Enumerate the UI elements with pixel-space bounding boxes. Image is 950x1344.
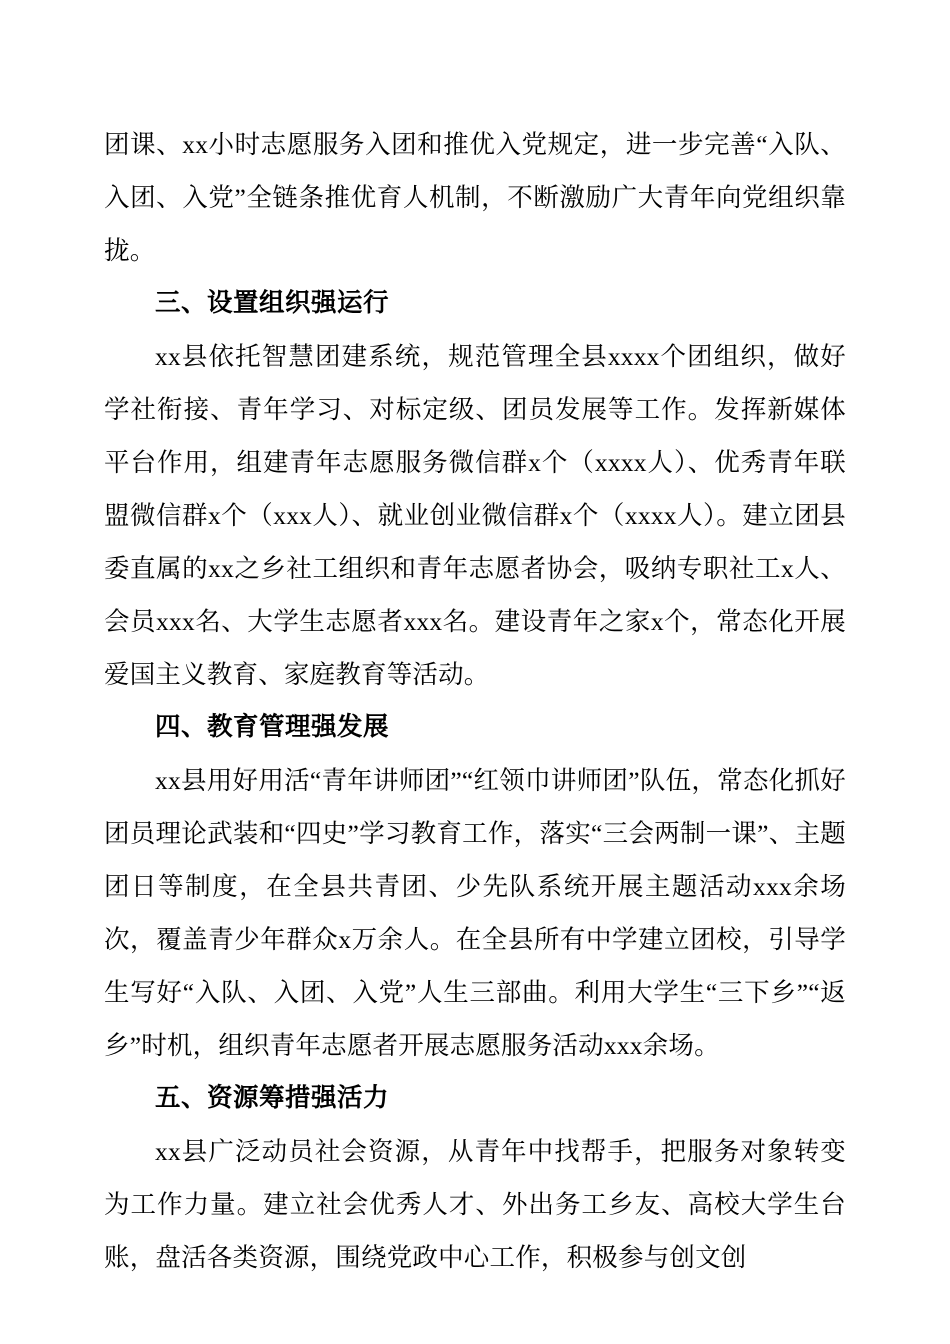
paragraph-continuation: 团课、xx小时志愿服务入团和推优入党规定，进一步完善“入队、入团、入党”全链条推优育人机制，不断激励广大青年向党组织靠拢。 [104, 130, 846, 265]
paragraph-section-four: xx县用好用活“青年讲师团”“红领巾讲师团”队伍，常态化抓好团员理论武装和“四史”学习教育工作，落实“三会两制一课”、主题团日等制度，在全县共青团、少先队系统开展主题活动xxx余场次，覆盖青少年群众x万余人。在全县所有中学建立团校，引导学生写好“入队、入团、入党”人生三部曲。利用大学生“三下乡”“返乡”时机，组织青年志愿者开展志愿服务活动xxx余场。 [104, 766, 846, 1060]
document-body [104, 118, 846, 1284]
paragraph-section-five: xx县广泛动员社会资源，从青年中找帮手，把服务对象转变为工作力量。建立社会优秀人才、外出务工乡友、高校大学生台账，盘活各类资源，围绕党政中心工作，积极参与创文创 [104, 1137, 846, 1272]
paragraph-section-three: xx县依托智慧团建系统，规范管理全县xxxx个团组织，做好学社衔接、青年学习、对标定级、团员发展等工作。发挥新媒体平台作用，组建青年志愿服务微信群x个（xxxx人）、优秀青年联盟微信群x个（xxx人）、就业创业微信群x个（xxxx人）。建立团县委直属的xx之乡社工组织和青年志愿者协会，吸纳专职社工x人、会员xxx名、大学生志愿者xxx名。建设青年之家x个，常态化开展爱国主义教育、家庭教育等活动。 [104, 342, 846, 689]
section-heading-three: 三、设置组织强运行 [155, 289, 390, 317]
section-heading-four: 四、教育管理强发展 [155, 713, 390, 741]
section-heading-five: 五、资源筹措强活力 [155, 1084, 390, 1112]
